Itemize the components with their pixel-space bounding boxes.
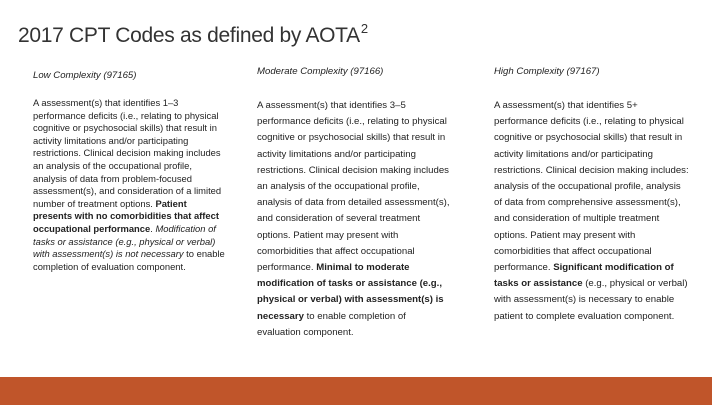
- high-complexity-header: High Complexity (97167): [494, 66, 600, 77]
- description-segment: A assessment(s) that identifies 1–3 performance deficits (i.e., relating to physical cognitive or psychosocial skills) that result in activity limitations and/or participating restrictions. Clinical decision making includes an analysis of the occupational profile, analysis of data from problem-focused assessment(s), and consideration of a limited number of treatment options.: [33, 97, 222, 209]
- description-segment: Modification of tasks or assistance (e.g., physical or verbal) with assessment(s) is not necessary: [33, 222, 216, 260]
- description-segment: (e.g., physical or verbal) with assessment(s) is necessary to enable patient to complete evaluation component.: [494, 278, 688, 322]
- low-complexity-header: Low Complexity (97165): [33, 70, 137, 81]
- low-complexity-description: [33, 97, 228, 273]
- description-segment: to enable completion of evaluation component.: [257, 310, 406, 338]
- footer-bar: [0, 377, 720, 405]
- moderate-complexity-column: [257, 66, 457, 338]
- description-segment: Minimal to moderate modification of tasks or assistance (e.g., physical or verbal) with assessment(s) is necessary: [257, 262, 444, 322]
- description-segment: Patient presents with no comorbidities that affect occupational performance: [33, 197, 219, 234]
- description-segment: to enable completion of evaluation component.: [33, 248, 225, 272]
- page-title: 2017 CPT Codes as defined by AOTA$^2$: [18, 21, 368, 47]
- moderate-complexity-header: Moderate Complexity (97166): [257, 66, 384, 77]
- description-segment: .: [150, 222, 156, 234]
- high-complexity-description: [494, 98, 689, 325]
- description-segment: A assessment(s) that identifies 3–5 performance deficits (i.e., relating to physical cognitive or psychosocial skills) that result in activity limitations and/or participating restrictions. Clinical decision making includes an analysis of the occupational profile, analysis of data from detailed assessment(s), and consideration of several treatment options. Patient may present with comorbidities that affect occupational performance.: [257, 100, 450, 274]
- high-complexity-column: [494, 66, 694, 322]
- low-complexity-column: [33, 70, 228, 272]
- description-segment: A assessment(s) that identifies 5+ performance deficits (i.e., relating to physical cognitive or psychosocial skills) that result in activity limitations and/or participating restrictions. Clinical decision making includes: analysis of the occupational profile, analysis of data from comprehensive assessment(s), and consideration of multiple treatment options. Patient may present with comorbidities that affect occupational performance.: [494, 100, 689, 274]
- moderate-complexity-description: [257, 98, 452, 341]
- description-segment: Significant modification of tasks or assistance: [494, 262, 674, 290]
